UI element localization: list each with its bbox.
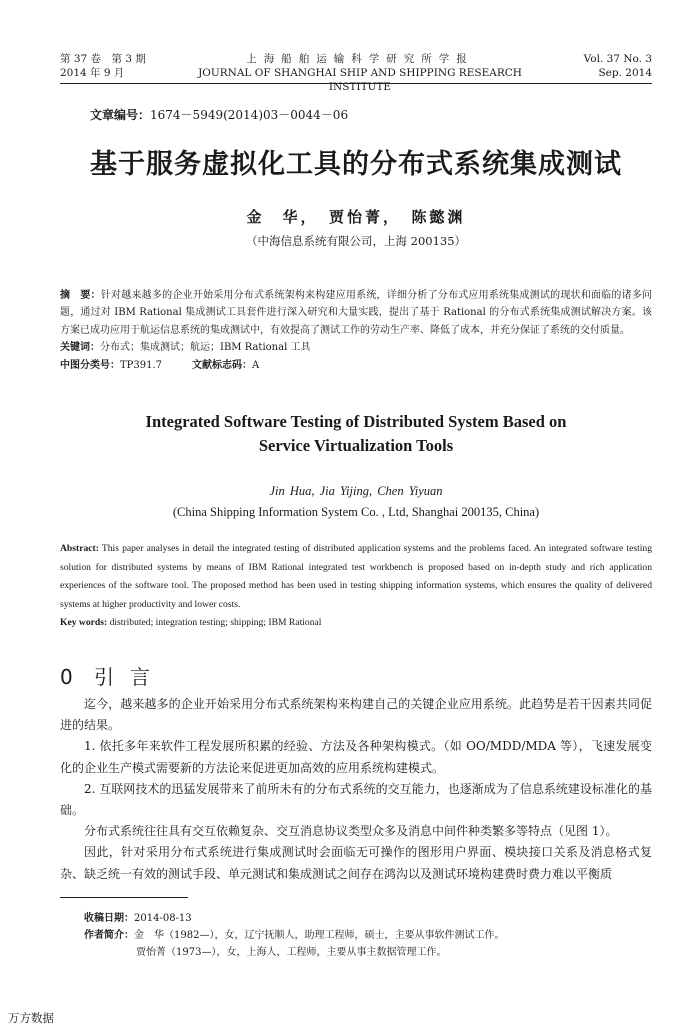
received-date: 2014-08-13: [134, 913, 192, 924]
authors-en: Jin Hua, Jia Yijing, Chen Yiyuan: [269, 484, 443, 498]
header-journal-name-en: JOURNAL OF SHANGHAI SHIP AND SHIPPING RESEARCH INSTITUTE: [198, 67, 522, 93]
abstract-en-text: This paper analyses in detail the integrated testing of distributed application systems and the problems faced. An integrated software testing solution for distributed systems by means of IBM Rational integrated test workbench is proposed based on in-depth study and rich application experiences of the software tool. The proposed method has been used in testing shipping information systems, which ensures the quality of delivered systems at higher productivity and lower costs.: [60, 543, 652, 610]
article-number: [90, 106, 348, 123]
affiliation-en: (China Shipping Information System Co. , Ltd, Shanghai 200135, China): [172, 505, 540, 519]
body-paragraph: 1. 依托多年来软件工程发展所积累的经验、方法及各种架构模式。（如 OO/MDD/MDA 等），飞速发展变化的企业生产模式需要新的方法论来促进更加高效的应用系统构建模式。: [60, 739, 652, 775]
header-journal-name: [180, 52, 540, 94]
header-journal-name-cn: 上海船舶运输科学研究所学报: [246, 53, 474, 65]
abstract-cn-paragraph: [60, 287, 652, 339]
footnote-rule: [60, 897, 188, 898]
abstract-cn-label: 摘 要：: [60, 290, 101, 301]
keywords-en: [60, 614, 652, 633]
doc-code-value: A: [252, 359, 260, 371]
body-paragraph: 分布式系统往往具有交互依赖复杂、交互消息协议类型众多及消息中间件种类繁多等特点（见图 1）。: [84, 824, 618, 839]
title-en-line1: Integrated Software Testing of Distributed System Based on: [145, 412, 567, 431]
body-paragraph: 因此，针对采用分布式系统进行集成测试时会面临无可操作的图形用户界面、模块接口关系及消息格式复杂、缺乏统一有效的测试手段、单元测试和集成测试之间存在鸿沟以及测试环境构建费时费力难以平衡质: [60, 845, 652, 881]
doc-code-label: 文献标志码：: [192, 359, 253, 371]
bio-author1: 金 华（1982—），女，辽宁抚顺人，助理工程师，硕士，主要从事软件测试工作。: [134, 930, 505, 941]
article-number-value: 1674－5949(2014)03－0044－06: [150, 108, 349, 122]
classification-line: [60, 357, 652, 374]
abstract-cn: [60, 287, 652, 374]
header-volume-issue: 第 37 卷 第 3 期: [60, 53, 146, 65]
footnotes: [84, 910, 504, 961]
keywords-cn-text: 分布式；集成测试；航运；IBM Rational 工具: [100, 342, 311, 354]
keywords-cn-label: 关键词：: [60, 342, 100, 354]
section-number: 0: [60, 665, 73, 689]
header-volume-info: [60, 52, 146, 80]
header-date-en: Sep. 2014: [598, 67, 652, 79]
section-title: 引言: [94, 665, 166, 689]
footnote-bio-author2: 贾怡菁（1973—），女，上海人，工程师，主要从事主数据管理工作。: [136, 947, 447, 958]
header-rule: [60, 83, 652, 84]
header-volume-en: Vol. 37 No. 3: [583, 53, 652, 65]
footer-watermark: 万方数据: [8, 1011, 54, 1025]
affiliation-cn: （中海信息系统有限公司，上海 200135）: [245, 234, 467, 248]
title-en-line2: Service Virtualization Tools: [258, 436, 454, 455]
clc-label: 中图分类号：: [60, 359, 120, 371]
header-date-cn: 2014 年 9 月: [60, 67, 125, 79]
body-text: [60, 694, 652, 885]
keywords-cn: [60, 339, 652, 356]
body-paragraph: 2. 互联网技术的迅猛发展带来了前所未有的分布式系统的交互能力，也逐渐成为了信息系统建设标准化的基础。: [60, 781, 652, 818]
bio-label: 作者简介：: [84, 930, 134, 941]
received-label: 收稿日期：: [84, 913, 134, 924]
abstract-cn-text: 针对越来越多的企业开始采用分布式系统架构来构建应用系统，详细分析了分布式应用系统集成测试的现状和面临的诸多问题，通过对 IBM Rational 集成测试工具套件进行深入研究和大量实践，提出了基于 Rational 的分布式系统集成测试解决方案。该方案已成功应用于航运信息系统的集成测试中，有效提高了测试工作的劳动生产率、降低了成本，并充分保证了系统的交付质量。: [60, 290, 653, 336]
footnote-bio: [84, 927, 504, 944]
abstract-en: [60, 540, 652, 633]
keywords-en-label: Key words:: [60, 617, 108, 629]
header-volume-info-en: [584, 52, 652, 80]
keywords-en-text: distributed; integration testing; shipping; IBM Rational: [107, 617, 322, 629]
abstract-en-paragraph: [60, 540, 652, 614]
clc-value: TP391.7: [120, 359, 163, 371]
abstract-en-label: Abstract:: [60, 543, 99, 554]
title-cn: 基于服务虚拟化工具的分布式系统集成测试: [90, 149, 622, 180]
authors-cn: 金 华， 贾怡菁， 陈懿渊: [246, 208, 466, 226]
running-header: [60, 52, 652, 93]
title-en: [60, 410, 652, 458]
section-heading-introduction: [60, 661, 166, 690]
article-number-label: 文章编号：: [90, 108, 151, 122]
body-paragraph: 迄今，越来越多的企业开始采用分布式系统架构来构建自己的关键企业应用系统。此趋势是若干因素共同促进的结果。: [60, 697, 652, 733]
footnote-received: [84, 910, 504, 927]
